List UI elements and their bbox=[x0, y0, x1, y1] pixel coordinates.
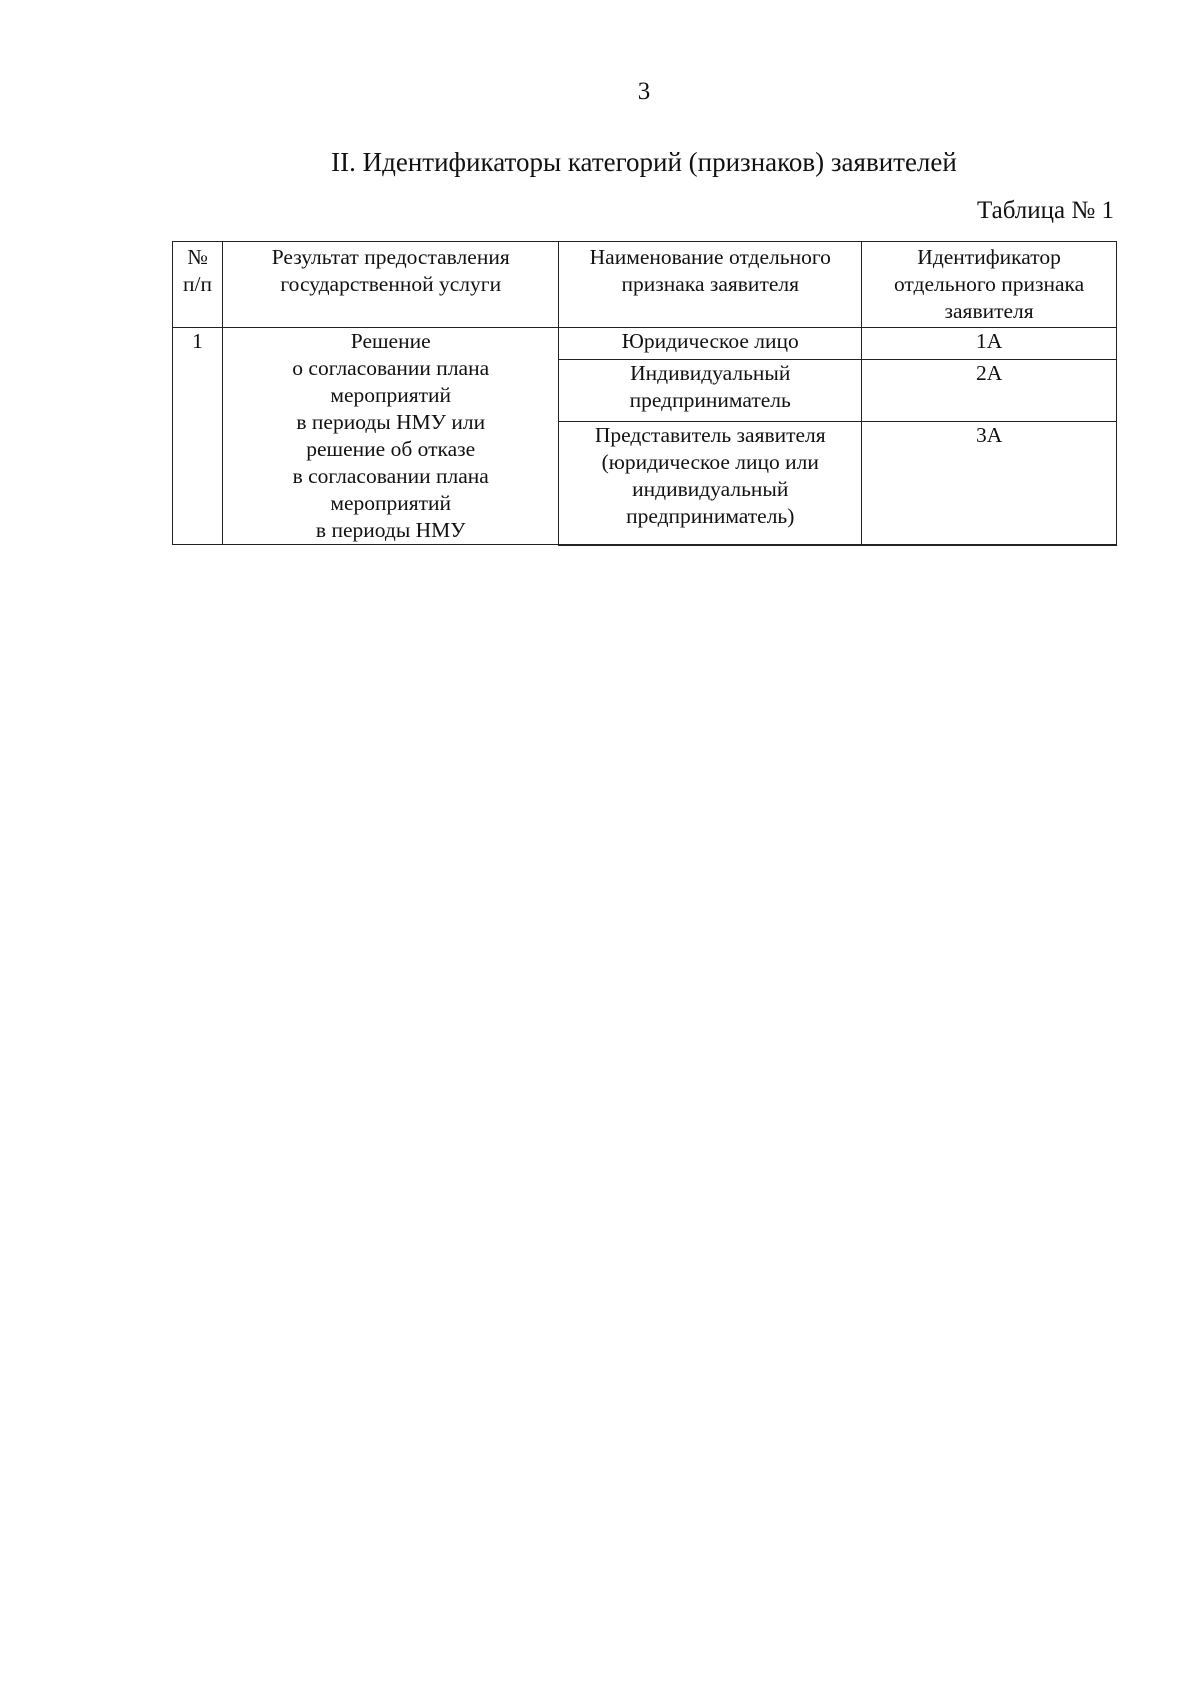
feature-id-cell: 2А bbox=[862, 359, 1117, 421]
feature-id-cell: 1А bbox=[862, 328, 1117, 360]
feature-name-cell: Представитель заявителя (юридическое лицо или индивидуальный предприниматель) bbox=[559, 421, 862, 544]
table-header-row bbox=[173, 242, 1117, 328]
row-number-cell: 1 bbox=[173, 328, 223, 545]
section-title: II. Идентификаторы категорий (признаков) заявителей bbox=[331, 147, 957, 177]
feature-id-cell: 3А bbox=[862, 421, 1117, 544]
header-feature-identifier: Идентификатор отдельного признака заявителя bbox=[862, 242, 1117, 328]
table-row bbox=[173, 328, 1117, 360]
feature-name-cell: Индивидуальный предприниматель bbox=[559, 359, 862, 421]
feature-name-cell: Юридическое лицо bbox=[559, 328, 862, 360]
applicant-identifiers-table-wrapper bbox=[172, 241, 1117, 546]
header-number: № п/п bbox=[173, 242, 223, 328]
service-result-cell: Решение о согласовании плана мероприятий в периоды НМУ или решение об отказе в согласовании плана мероприятий в периоды НМУ bbox=[223, 328, 559, 545]
applicant-identifiers-table bbox=[172, 241, 1117, 546]
table-caption: Таблица № 1 bbox=[976, 197, 1114, 224]
header-feature-name: Наименование отдельного признака заявителя bbox=[559, 242, 862, 328]
header-service-result: Результат предоставления государственной услуги bbox=[223, 242, 559, 328]
page-number: 3 bbox=[637, 78, 651, 105]
